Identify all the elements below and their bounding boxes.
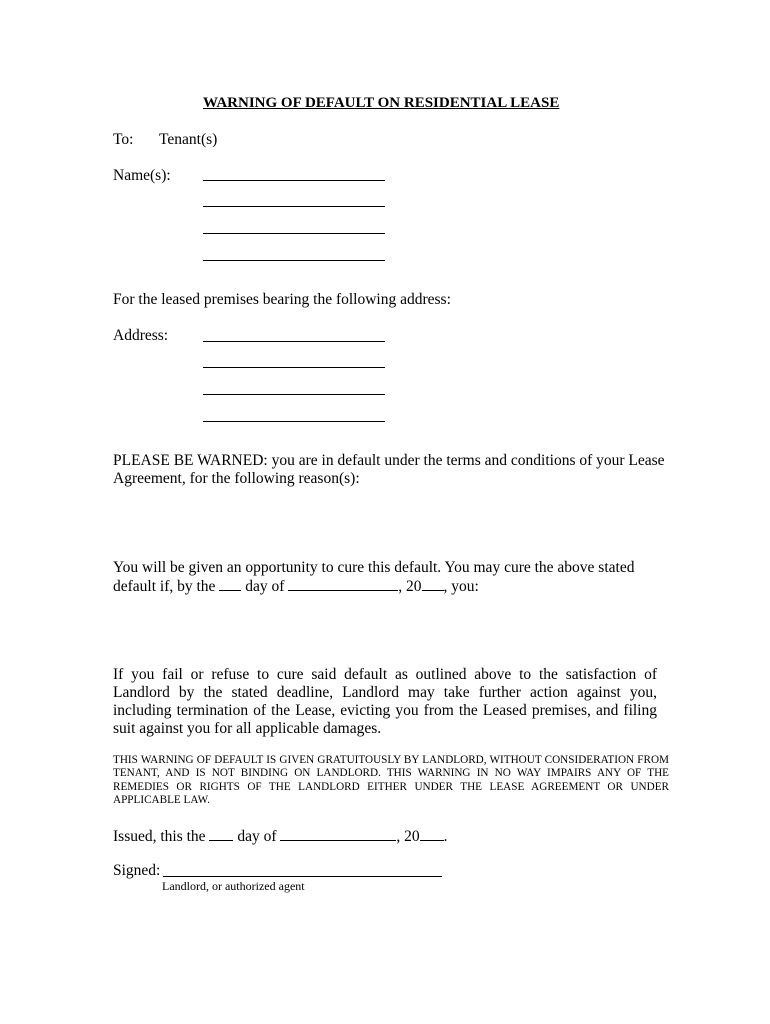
issued-line bbox=[113, 827, 447, 846]
address-label: Address: bbox=[113, 327, 169, 344]
cure-text-year-prefix: , 20 bbox=[398, 578, 422, 595]
cure-line-2 bbox=[113, 577, 479, 596]
issued-year-field[interactable] bbox=[420, 827, 444, 841]
premises-text: For the leased premises bearing the following address: bbox=[113, 291, 451, 308]
issued-text-period: . bbox=[443, 828, 448, 845]
address-field-4[interactable] bbox=[203, 421, 385, 422]
cure-year-field[interactable] bbox=[422, 577, 444, 591]
to-value: Tenant(s) bbox=[159, 131, 218, 148]
document-title: WARNING OF DEFAULT ON RESIDENTIAL LEASE bbox=[203, 95, 560, 111]
issued-day-field[interactable] bbox=[209, 827, 233, 841]
signature-field[interactable] bbox=[163, 876, 442, 877]
cure-text-by-the: default if, by the bbox=[113, 578, 216, 595]
names-label: Name(s): bbox=[113, 167, 171, 184]
address-field-2[interactable] bbox=[203, 367, 385, 368]
signed-label: Signed: bbox=[113, 862, 161, 879]
warning-line-2: Agreement, for the following reason(s): bbox=[113, 470, 360, 487]
address-field-3[interactable] bbox=[203, 394, 385, 395]
disclaimer: THIS WARNING OF DEFAULT IS GIVEN GRATUITOUSLY BY LANDLORD, WITHOUT CONSIDERATION FROM TENANT, AND IS NOT BINDING ON LANDLORD. THIS WARNING IN NO WAY IMPAIRS ANY OF THE REMEDIES OR RIGHTS OF THE LANDLORD EITHER UNDER THE LEASE AGREEMENT OR UNDER APPLICABLE LAW. bbox=[113, 754, 669, 807]
issued-text-year-prefix: , 20 bbox=[396, 828, 420, 845]
name-field-1[interactable] bbox=[203, 180, 385, 181]
fail-paragraph: If you fail or refuse to cure said default as outlined above to the satisfaction of Landlord by the stated deadline, Landlord may take further action against you, including termination of the Lease, evicting you from the Leased premises, and filing suit against you for all applicable damages. bbox=[113, 666, 657, 737]
issued-month-field[interactable] bbox=[280, 827, 396, 841]
cure-day-field[interactable] bbox=[219, 577, 241, 591]
cure-month-field[interactable] bbox=[288, 577, 398, 591]
address-field-1[interactable] bbox=[203, 341, 385, 342]
issued-text-this-the: Issued, this the bbox=[113, 828, 206, 845]
name-field-3[interactable] bbox=[203, 233, 385, 234]
cure-text-day-of: day of bbox=[245, 578, 285, 595]
name-field-4[interactable] bbox=[203, 260, 385, 261]
issued-text-day-of: day of bbox=[237, 828, 277, 845]
to-label: To: bbox=[113, 131, 134, 148]
cure-text-you: , you: bbox=[443, 578, 479, 595]
name-field-2[interactable] bbox=[203, 206, 385, 207]
signature-caption: Landlord, or authorized agent bbox=[162, 879, 305, 893]
warning-line-1: PLEASE BE WARNED: you are in default under the terms and conditions of your Lease bbox=[113, 452, 665, 469]
cure-line-1: You will be given an opportunity to cure this default. You may cure the above stated bbox=[113, 559, 635, 576]
